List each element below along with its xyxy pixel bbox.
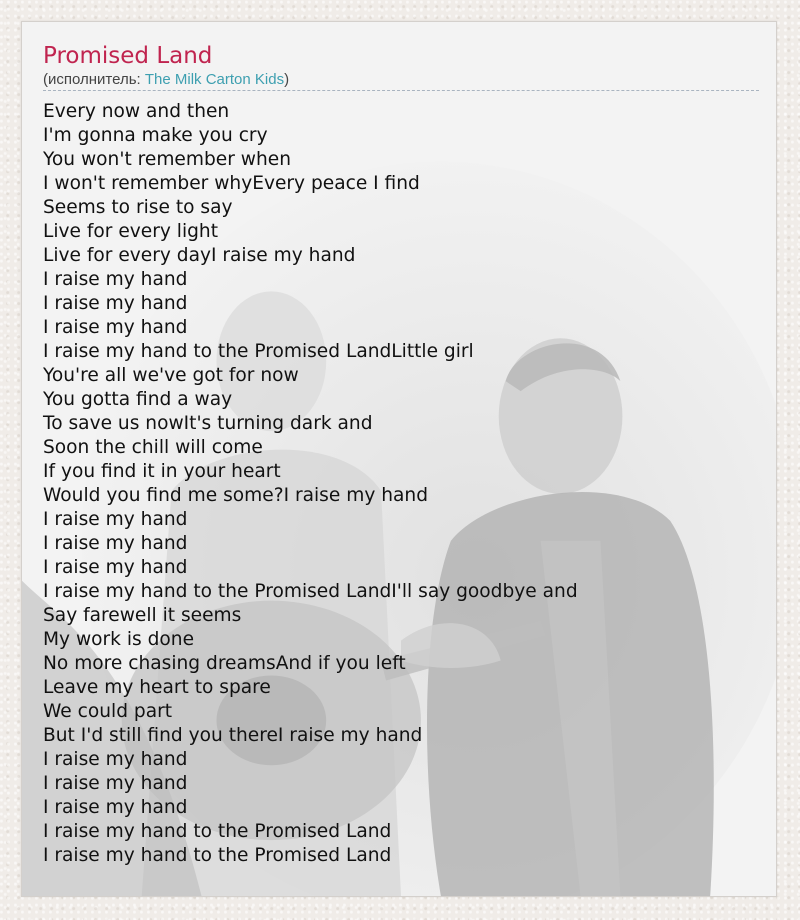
lyric-line: I raise my hand xyxy=(43,797,188,818)
lyric-line: Seems to rise to say xyxy=(43,197,233,218)
lyric-line: I won't remember whyEvery peace I find xyxy=(43,173,420,194)
lyric-line: I raise my hand xyxy=(43,509,188,530)
lyric-line: You won't remember when xyxy=(43,149,291,170)
artist-line xyxy=(43,71,759,91)
lyric-line: I raise my hand xyxy=(43,773,188,794)
lyric-line: I raise my hand xyxy=(43,533,188,554)
lyric-line: But I'd still find you thereI raise my hand xyxy=(43,725,423,746)
lyric-line: You gotta find a way xyxy=(43,389,233,410)
lyric-line: Say farewell it seems xyxy=(43,605,242,626)
lyric-line: Live for every dayI raise my hand xyxy=(43,245,356,266)
song-title: Promised Land xyxy=(43,43,213,69)
lyrics-card xyxy=(21,21,777,897)
artist-link[interactable]: The Milk Carton Kids xyxy=(144,71,285,88)
lyric-line: I raise my hand to the Promised Land xyxy=(43,821,392,842)
lyric-line: Soon the chill will come xyxy=(43,437,263,458)
lyric-line: I raise my hand xyxy=(43,557,188,578)
lyric-line: We could part xyxy=(43,701,173,722)
lyric-line: I raise my hand to the Promised LandLittle girl xyxy=(43,341,474,362)
lyric-line: Live for every light xyxy=(43,221,219,242)
lyric-line: I'm gonna make you cry xyxy=(43,125,268,146)
artist-suffix: ) xyxy=(284,71,290,88)
lyric-line: I raise my hand xyxy=(43,293,188,314)
lyric-line: I raise my hand to the Promised Land xyxy=(43,845,392,866)
lyric-line: If you find it in your heart xyxy=(43,461,281,482)
lyric-line: Leave my heart to spare xyxy=(43,677,271,698)
lyric-line: Every now and then xyxy=(43,101,230,122)
lyric-line: I raise my hand to the Promised LandI'll say goodbye and xyxy=(43,581,578,602)
lyric-line: You're all we've got for now xyxy=(43,365,299,386)
lyric-line: No more chasing dreamsAnd if you left xyxy=(43,653,406,674)
artist-prefix: (исполнитель: xyxy=(43,71,145,88)
lyric-line: I raise my hand xyxy=(43,749,188,770)
lyric-line: I raise my hand xyxy=(43,269,188,290)
lyrics-body xyxy=(43,100,759,868)
lyric-line: To save us nowIt's turning dark and xyxy=(43,413,373,434)
song-content xyxy=(43,41,759,868)
lyric-line: Would you find me some?I raise my hand xyxy=(43,485,428,506)
lyric-line: I raise my hand xyxy=(43,317,188,338)
lyric-line: My work is done xyxy=(43,629,195,650)
